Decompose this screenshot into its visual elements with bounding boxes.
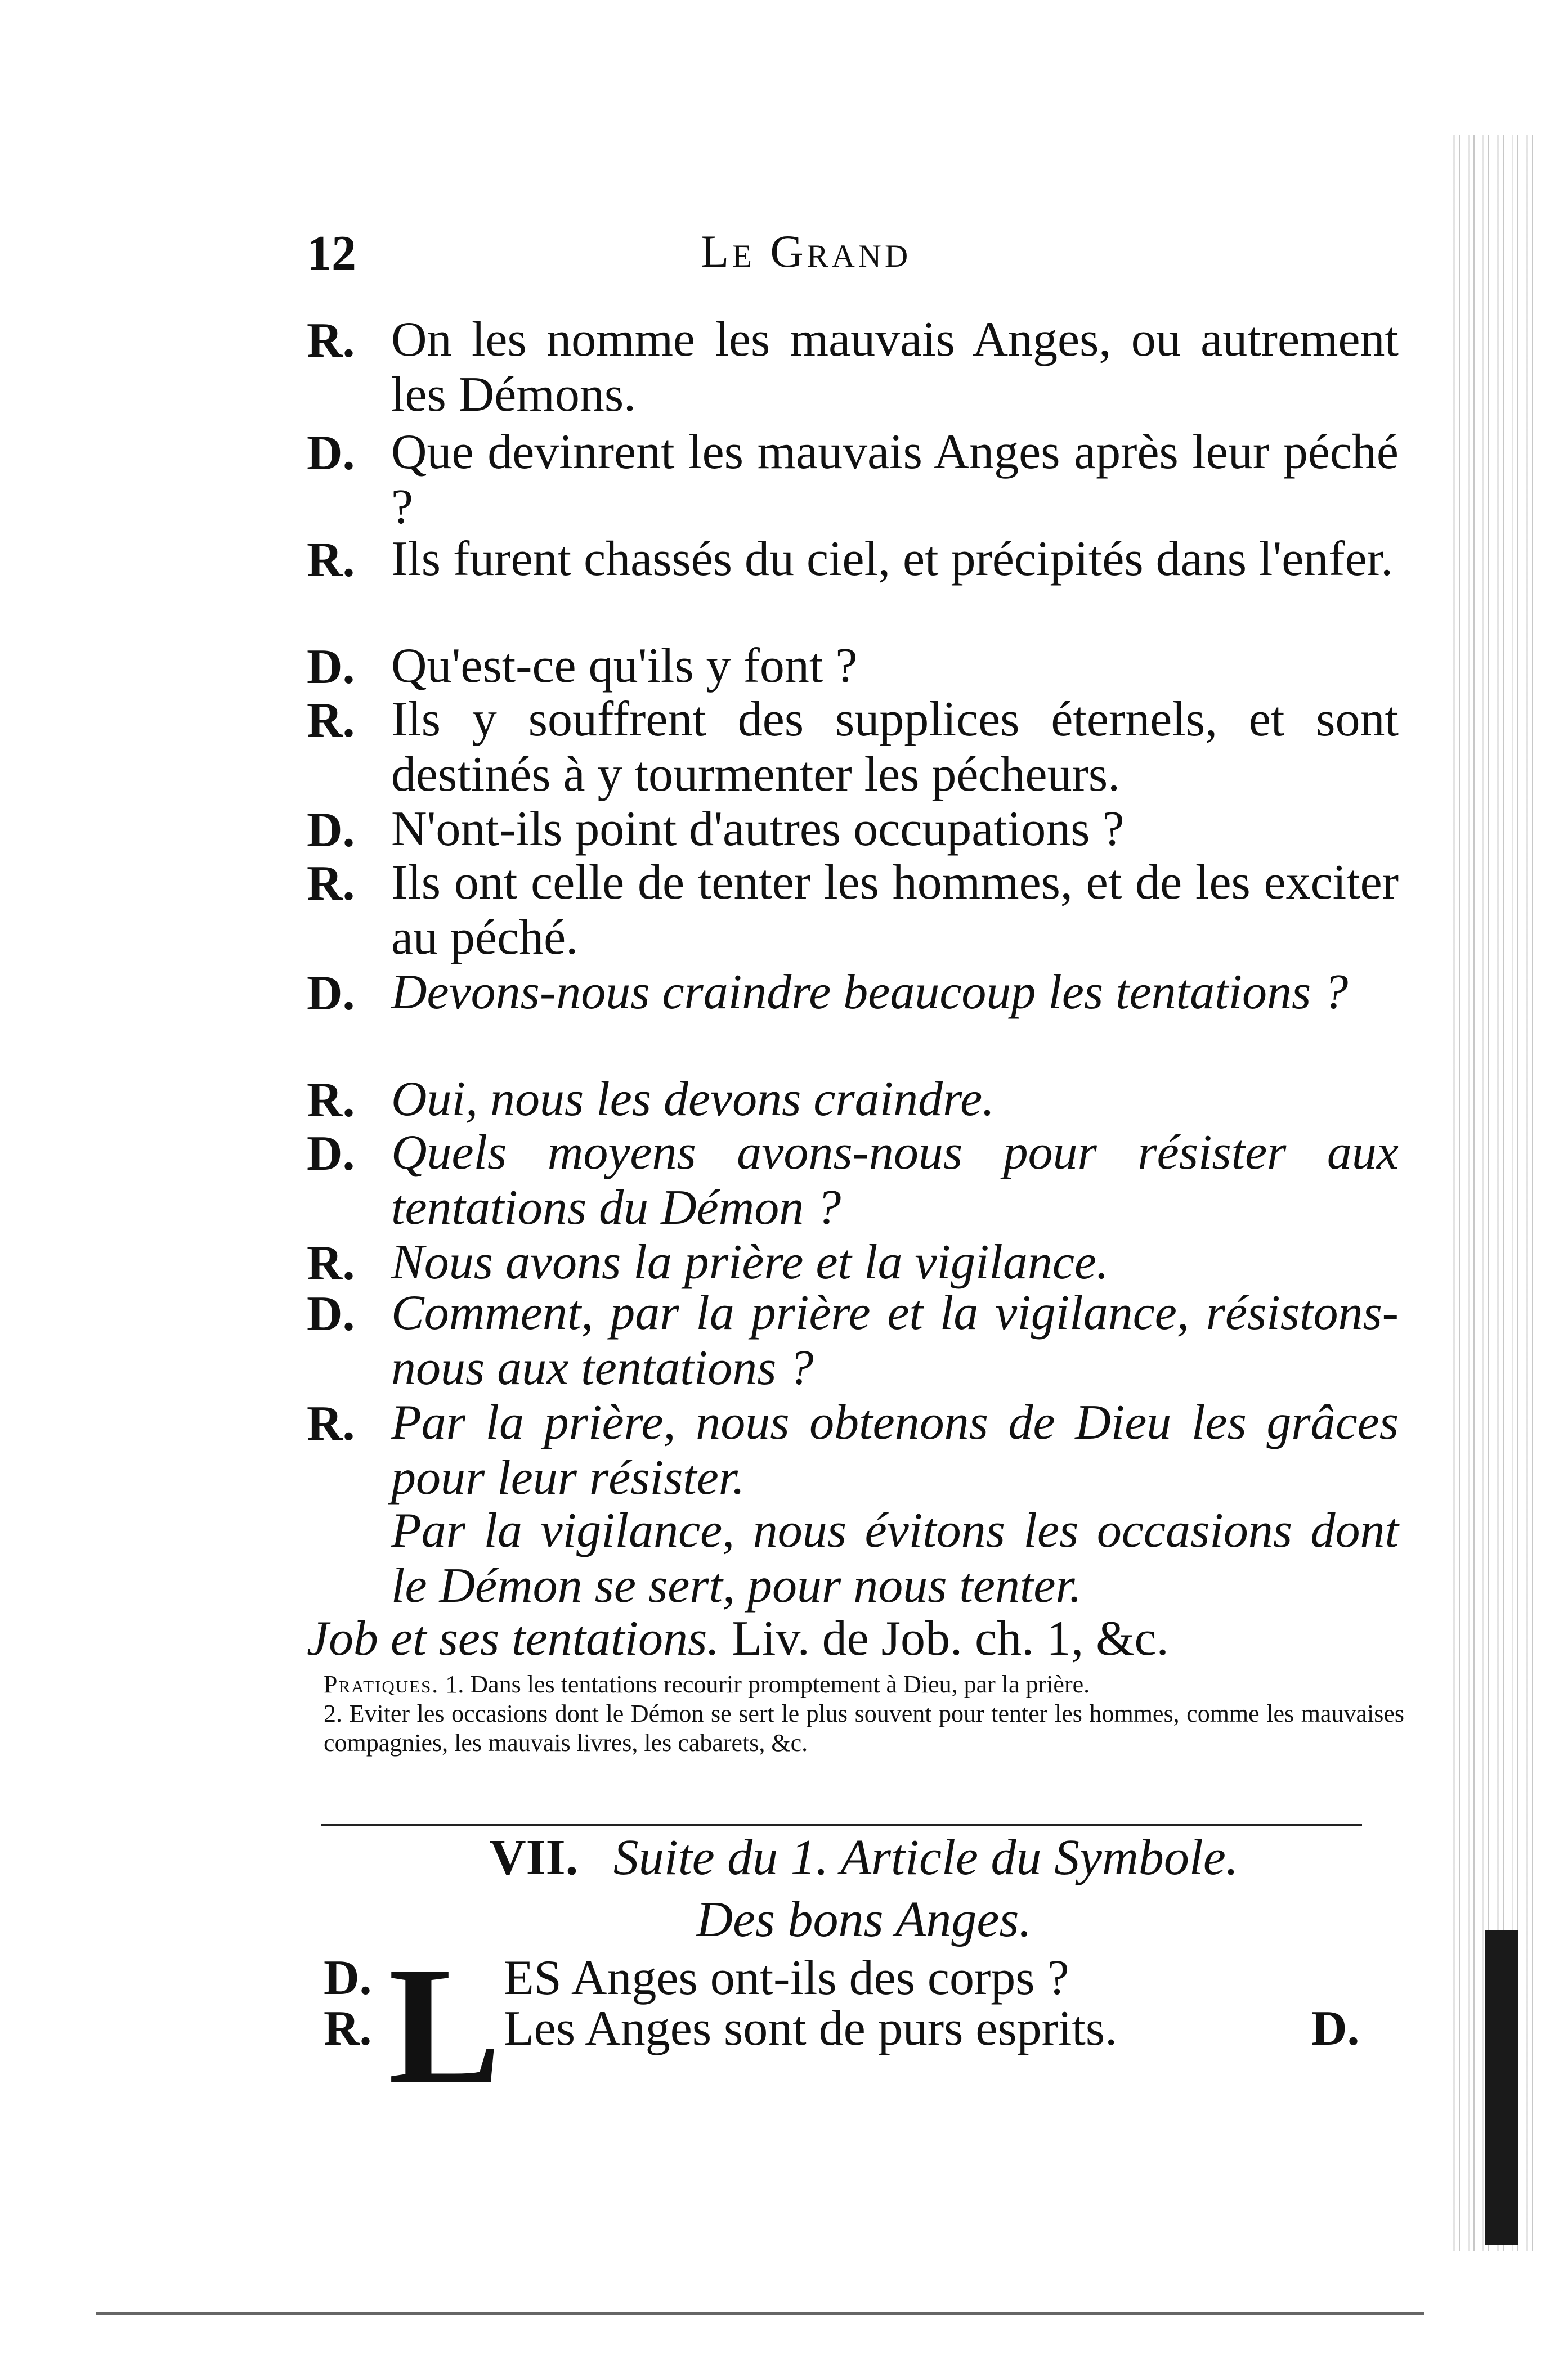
scripture-reference <box>307 1610 1404 1667</box>
section-rule <box>321 1824 1362 1826</box>
final-line <box>324 1950 1421 2006</box>
pratiques-item: 1. Dans les tentations recourir promptement à Dieu, par la prière. <box>445 1671 1090 1698</box>
qa-text: Ils furent chassés du ciel, et précipités dans l'enfer. <box>391 532 1394 586</box>
qa-label: D. <box>307 1287 355 1341</box>
reference-italic: Job et ses tentations. <box>307 1611 720 1666</box>
page-header <box>307 225 1393 287</box>
qa-text: Nous avons la prière et la vigilance. <box>391 1235 1109 1290</box>
qa-text: Devons-nous craindre beaucoup les tentations ? <box>391 965 1349 1020</box>
section-heading <box>321 1829 1407 1887</box>
qa-text: Comment, par la prière et la vigilance, résistons-nous aux tentations ? <box>391 1286 1399 1395</box>
drop-cap: L <box>388 1932 501 2119</box>
final-line <box>324 2000 1421 2057</box>
qa-label: D. <box>307 426 355 481</box>
qa-label: D. <box>307 640 355 694</box>
page-number: 12 <box>307 226 356 281</box>
qa-label: D. <box>307 966 355 1021</box>
qa-label: R. <box>307 313 355 368</box>
section-title: Suite du 1. Article du Symbole. <box>613 1830 1239 1885</box>
qa-text: On les nomme les mauvais Anges, ou autrement les Démons. <box>391 312 1399 422</box>
qa-text: Par la prière, nous obtenons de Dieu les grâces pour leur résister. <box>391 1395 1399 1505</box>
qa-text: Que devinrent les mauvais Anges après leur péché ? <box>391 425 1399 535</box>
qa-label: D. <box>307 1126 355 1181</box>
qa-label: R. <box>307 1073 355 1128</box>
scan-edge-shadow <box>1485 1930 1518 2245</box>
answer-continuation: Par la vigilance, nous évitons les occasions dont le Démon se sert, pour nous tenter. <box>391 1503 1399 1613</box>
qa-text: Oui, nous les devons craindre. <box>391 1072 995 1126</box>
running-head: Le Grand <box>701 226 912 277</box>
final-label: R. <box>324 2001 372 2056</box>
qa-text: N'ont-ils point d'autres occupations ? <box>391 802 1125 856</box>
qa-label: R. <box>307 856 355 911</box>
final-text: ES Anges ont-ils des corps ? <box>504 1951 1069 2005</box>
pratiques-item: 2. Eviter les occasions dont le Démon se sert le plus souvent pour tenter les hommes, comme les mauvaises compagnies, les mauvais livres, les cabarets, &c. <box>324 1700 1404 1757</box>
qa-text: Qu'est-ce qu'ils y font ? <box>391 639 858 693</box>
qa-label: R. <box>307 693 355 748</box>
qa-label: R. <box>307 1396 355 1451</box>
section-subtitle: Des bons Anges. <box>696 1892 1032 1947</box>
final-text: Les Anges sont de purs esprits. <box>504 2001 1118 2056</box>
qa-label: R. <box>307 533 355 587</box>
catchword: D. <box>1311 2001 1360 2056</box>
qa-text: Ils ont celle de tenter les hommes, et de les exciter au péché. <box>391 855 1399 965</box>
pratiques-heading: Pratiques. <box>324 1671 440 1698</box>
qa-text: Quels moyens avons-nous pour résister aux tentations du Démon ? <box>391 1125 1399 1235</box>
section-number: VII. <box>489 1830 579 1885</box>
pratiques-block <box>324 1670 1404 1758</box>
final-label: D. <box>324 1951 372 2005</box>
scan-bottom-line <box>96 2312 1424 2315</box>
qa-text: Ils y souffrent des supplices éternels, et sont destinés à y tourmenter les pécheurs. <box>391 692 1399 802</box>
reference-citation: Liv. de Job. ch. 1, &c. <box>732 1611 1169 1666</box>
qa-label: D. <box>307 803 355 857</box>
qa-label: R. <box>307 1236 355 1291</box>
